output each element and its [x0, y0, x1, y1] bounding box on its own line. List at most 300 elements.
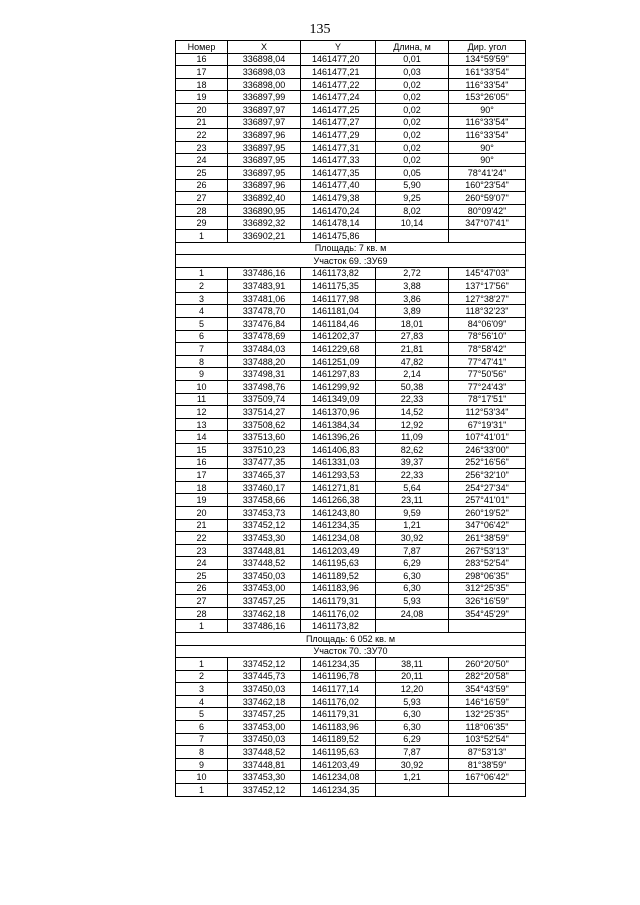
length-cell: 3,89: [376, 305, 449, 318]
angle-cell: 112°53'34": [449, 406, 526, 419]
y-coordinate-cell: 1461176,02: [301, 695, 376, 708]
angle-cell: 67°19'31": [449, 418, 526, 431]
y-coordinate-cell: 1461175,35: [301, 280, 376, 293]
length-cell: 0,02: [376, 78, 449, 91]
angle-cell: 256°32'10": [449, 469, 526, 482]
y-coordinate-cell: 1461470,24: [301, 204, 376, 217]
table-row: [176, 103, 526, 116]
point-number-cell: 13: [176, 418, 228, 431]
length-cell: [376, 784, 449, 797]
length-cell: 9,25: [376, 192, 449, 205]
x-coordinate-cell: 337452,12: [228, 784, 301, 797]
point-number-cell: 1: [176, 229, 228, 242]
y-coordinate-cell: 1461370,96: [301, 406, 376, 419]
y-coordinate-cell: 1461266,38: [301, 494, 376, 507]
angle-cell: [449, 620, 526, 633]
table-row: [176, 494, 526, 507]
table-row: [176, 53, 526, 66]
y-coordinate-cell: 1461179,31: [301, 708, 376, 721]
x-coordinate-cell: 337465,37: [228, 469, 301, 482]
table-row: [176, 544, 526, 557]
header-length: Длина, м: [376, 41, 449, 54]
angle-cell: 145°47'03": [449, 267, 526, 280]
area-row: [176, 632, 526, 645]
table-row: [176, 695, 526, 708]
point-number-cell: 1: [176, 267, 228, 280]
length-cell: 47,82: [376, 355, 449, 368]
angle-cell: 116°33'54": [449, 129, 526, 142]
table-row: [176, 318, 526, 331]
y-coordinate-cell: 1461477,20: [301, 53, 376, 66]
angle-cell: 77°24'43": [449, 381, 526, 394]
point-number-cell: 7: [176, 733, 228, 746]
angle-cell: 78°58'42": [449, 343, 526, 356]
y-coordinate-cell: 1461478,14: [301, 217, 376, 230]
y-coordinate-cell: 1461234,08: [301, 771, 376, 784]
point-number-cell: 28: [176, 204, 228, 217]
length-cell: 82,62: [376, 444, 449, 457]
angle-cell: 134°59'59": [449, 53, 526, 66]
point-number-cell: 5: [176, 318, 228, 331]
table-row: [176, 771, 526, 784]
table-row: [176, 78, 526, 91]
length-cell: 30,92: [376, 758, 449, 771]
table-row: [176, 229, 526, 242]
table-row: [176, 355, 526, 368]
x-coordinate-cell: 337509,74: [228, 393, 301, 406]
x-coordinate-cell: 337453,30: [228, 532, 301, 545]
point-number-cell: 14: [176, 431, 228, 444]
table-row: [176, 658, 526, 671]
angle-cell: 137°17'56": [449, 280, 526, 293]
table-row: [176, 456, 526, 469]
angle-cell: 78°41'24": [449, 166, 526, 179]
point-number-cell: 6: [176, 721, 228, 734]
table-row: [176, 418, 526, 431]
point-number-cell: 7: [176, 343, 228, 356]
angle-cell: [449, 784, 526, 797]
table-row: [176, 204, 526, 217]
x-coordinate-cell: 336898,03: [228, 66, 301, 79]
angle-cell: 103°52'54": [449, 733, 526, 746]
x-coordinate-cell: 337450,03: [228, 683, 301, 696]
x-coordinate-cell: 336897,95: [228, 166, 301, 179]
point-number-cell: 21: [176, 519, 228, 532]
length-cell: 2,72: [376, 267, 449, 280]
point-number-cell: 3: [176, 292, 228, 305]
x-coordinate-cell: 336897,96: [228, 129, 301, 142]
angle-cell: 90°: [449, 103, 526, 116]
length-cell: 5,93: [376, 695, 449, 708]
length-cell: 6,30: [376, 708, 449, 721]
area-total: Площадь: 7 кв. м: [176, 242, 526, 255]
x-coordinate-cell: 337484,03: [228, 343, 301, 356]
x-coordinate-cell: 337452,12: [228, 658, 301, 671]
length-cell: 5,93: [376, 595, 449, 608]
angle-cell: 260°19'52": [449, 506, 526, 519]
length-cell: 0,03: [376, 66, 449, 79]
angle-cell: 354°43'59": [449, 683, 526, 696]
y-coordinate-cell: 1461271,81: [301, 481, 376, 494]
table-row: [176, 607, 526, 620]
length-cell: 20,11: [376, 670, 449, 683]
y-coordinate-cell: 1461396,26: [301, 431, 376, 444]
angle-cell: 116°33'54": [449, 78, 526, 91]
point-number-cell: 3: [176, 683, 228, 696]
x-coordinate-cell: 337448,81: [228, 544, 301, 557]
x-coordinate-cell: 337462,18: [228, 607, 301, 620]
table-row: [176, 444, 526, 457]
table-row: [176, 431, 526, 444]
table-row: [176, 519, 526, 532]
table-row: [176, 381, 526, 394]
table-row: [176, 305, 526, 318]
point-number-cell: 18: [176, 78, 228, 91]
table-row: [176, 784, 526, 797]
point-number-cell: 1: [176, 658, 228, 671]
table-row: [176, 154, 526, 167]
y-coordinate-cell: 1461234,35: [301, 658, 376, 671]
y-coordinate-cell: 1461229,68: [301, 343, 376, 356]
point-number-cell: 27: [176, 595, 228, 608]
length-cell: 6,29: [376, 557, 449, 570]
y-coordinate-cell: 1461477,35: [301, 166, 376, 179]
angle-cell: 78°17'51": [449, 393, 526, 406]
y-coordinate-cell: 1461477,40: [301, 179, 376, 192]
y-coordinate-cell: 1461184,46: [301, 318, 376, 331]
x-coordinate-cell: 337513,60: [228, 431, 301, 444]
length-cell: 7,87: [376, 544, 449, 557]
plot-title: Участок 70. :ЗУ70: [176, 645, 526, 658]
table-row: [176, 532, 526, 545]
table-row: [176, 506, 526, 519]
x-coordinate-cell: 336892,32: [228, 217, 301, 230]
table-row: [176, 141, 526, 154]
y-coordinate-cell: 1461299,92: [301, 381, 376, 394]
table-row: [176, 683, 526, 696]
angle-cell: 298°06'35": [449, 569, 526, 582]
y-coordinate-cell: 1461203,49: [301, 544, 376, 557]
angle-cell: 347°07'41": [449, 217, 526, 230]
x-coordinate-cell: 337448,52: [228, 746, 301, 759]
x-coordinate-cell: 337498,31: [228, 368, 301, 381]
y-coordinate-cell: 1461203,49: [301, 758, 376, 771]
angle-cell: 160°23'54": [449, 179, 526, 192]
x-coordinate-cell: 337478,70: [228, 305, 301, 318]
y-coordinate-cell: 1461479,38: [301, 192, 376, 205]
y-coordinate-cell: 1461234,35: [301, 784, 376, 797]
table-row: [176, 620, 526, 633]
table-row: [176, 129, 526, 142]
length-cell: 27,83: [376, 330, 449, 343]
table-row: [176, 292, 526, 305]
length-cell: 50,38: [376, 381, 449, 394]
length-cell: 18,01: [376, 318, 449, 331]
length-cell: 21,81: [376, 343, 449, 356]
length-cell: 12,20: [376, 683, 449, 696]
y-coordinate-cell: 1461195,63: [301, 746, 376, 759]
table-row: [176, 569, 526, 582]
y-coordinate-cell: 1461176,02: [301, 607, 376, 620]
table-row: [176, 670, 526, 683]
x-coordinate-cell: 336902,21: [228, 229, 301, 242]
y-coordinate-cell: 1461179,31: [301, 595, 376, 608]
angle-cell: 267°53'13": [449, 544, 526, 557]
table-row: [176, 595, 526, 608]
angle-cell: 84°06'09": [449, 318, 526, 331]
x-coordinate-cell: 336897,99: [228, 91, 301, 104]
x-coordinate-cell: 337478,69: [228, 330, 301, 343]
angle-cell: 326°16'59": [449, 595, 526, 608]
point-number-cell: 23: [176, 544, 228, 557]
table-row: [176, 166, 526, 179]
length-cell: 1,21: [376, 519, 449, 532]
length-cell: 0,02: [376, 91, 449, 104]
angle-cell: 81°38'59": [449, 758, 526, 771]
x-coordinate-cell: 337453,00: [228, 582, 301, 595]
y-coordinate-cell: 1461181,04: [301, 305, 376, 318]
table-row: [176, 582, 526, 595]
x-coordinate-cell: 337453,73: [228, 506, 301, 519]
x-coordinate-cell: 337453,00: [228, 721, 301, 734]
angle-cell: 282°20'58": [449, 670, 526, 683]
table-row: [176, 330, 526, 343]
point-number-cell: 23: [176, 141, 228, 154]
table-row: [176, 280, 526, 293]
angle-cell: 261°38'59": [449, 532, 526, 545]
length-cell: 14,52: [376, 406, 449, 419]
y-coordinate-cell: 1461477,25: [301, 103, 376, 116]
length-cell: 2,14: [376, 368, 449, 381]
table-row: [176, 267, 526, 280]
angle-cell: 153°26'05": [449, 91, 526, 104]
angle-cell: 260°59'07": [449, 192, 526, 205]
angle-cell: 127°38'27": [449, 292, 526, 305]
length-cell: 7,87: [376, 746, 449, 759]
x-coordinate-cell: 337486,16: [228, 620, 301, 633]
length-cell: 39,37: [376, 456, 449, 469]
x-coordinate-cell: 337486,16: [228, 267, 301, 280]
angle-cell: 254°27'34": [449, 481, 526, 494]
point-number-cell: 22: [176, 532, 228, 545]
point-number-cell: 15: [176, 444, 228, 457]
y-coordinate-cell: 1461477,29: [301, 129, 376, 142]
y-coordinate-cell: 1461177,14: [301, 683, 376, 696]
x-coordinate-cell: 337498,76: [228, 381, 301, 394]
table-row: [176, 116, 526, 129]
table-row: [176, 406, 526, 419]
length-cell: 9,59: [376, 506, 449, 519]
plot-title-row: [176, 645, 526, 658]
angle-cell: 246°33'00": [449, 444, 526, 457]
length-cell: 0,01: [376, 53, 449, 66]
plot-title-row: [176, 255, 526, 268]
point-number-cell: 16: [176, 53, 228, 66]
angle-cell: [449, 229, 526, 242]
point-number-cell: 24: [176, 557, 228, 570]
x-coordinate-cell: 337448,52: [228, 557, 301, 570]
y-coordinate-cell: 1461243,80: [301, 506, 376, 519]
point-number-cell: 10: [176, 771, 228, 784]
length-cell: 8,02: [376, 204, 449, 217]
length-cell: 10,14: [376, 217, 449, 230]
length-cell: 0,02: [376, 116, 449, 129]
length-cell: 0,02: [376, 103, 449, 116]
x-coordinate-cell: 336898,00: [228, 78, 301, 91]
table-row: [176, 66, 526, 79]
x-coordinate-cell: 336897,97: [228, 116, 301, 129]
angle-cell: 283°52'54": [449, 557, 526, 570]
length-cell: 11,09: [376, 431, 449, 444]
length-cell: 22,33: [376, 469, 449, 482]
table-row: [176, 746, 526, 759]
length-cell: 5,64: [376, 481, 449, 494]
x-coordinate-cell: 336890,95: [228, 204, 301, 217]
length-cell: 0,05: [376, 166, 449, 179]
length-cell: 3,86: [376, 292, 449, 305]
table-row: [176, 368, 526, 381]
length-cell: 6,30: [376, 582, 449, 595]
point-number-cell: 19: [176, 91, 228, 104]
angle-cell: 77°47'41": [449, 355, 526, 368]
x-coordinate-cell: 337448,81: [228, 758, 301, 771]
x-coordinate-cell: 337450,03: [228, 733, 301, 746]
point-number-cell: 26: [176, 582, 228, 595]
header-y: Y: [301, 41, 376, 54]
y-coordinate-cell: 1461189,52: [301, 733, 376, 746]
length-cell: 6,30: [376, 569, 449, 582]
x-coordinate-cell: 337510,23: [228, 444, 301, 457]
table-row: [176, 708, 526, 721]
header-x: X: [228, 41, 301, 54]
length-cell: 38,11: [376, 658, 449, 671]
length-cell: 0,02: [376, 154, 449, 167]
y-coordinate-cell: 1461297,83: [301, 368, 376, 381]
x-coordinate-cell: 337457,25: [228, 708, 301, 721]
length-cell: 1,21: [376, 771, 449, 784]
header-angle: Дир. угол: [449, 41, 526, 54]
length-cell: 30,92: [376, 532, 449, 545]
y-coordinate-cell: 1461234,08: [301, 532, 376, 545]
table-row: [176, 91, 526, 104]
x-coordinate-cell: 337508,62: [228, 418, 301, 431]
table-row: [176, 393, 526, 406]
angle-cell: 118°32'23": [449, 305, 526, 318]
point-number-cell: 9: [176, 368, 228, 381]
header-number: Номер: [176, 41, 228, 54]
y-coordinate-cell: 1461349,09: [301, 393, 376, 406]
length-cell: 6,30: [376, 721, 449, 734]
table-row: [176, 217, 526, 230]
table-body: [176, 53, 526, 796]
length-cell: 3,88: [376, 280, 449, 293]
angle-cell: 77°50'56": [449, 368, 526, 381]
y-coordinate-cell: 1461195,63: [301, 557, 376, 570]
y-coordinate-cell: 1461477,31: [301, 141, 376, 154]
y-coordinate-cell: 1461173,82: [301, 267, 376, 280]
point-number-cell: 9: [176, 758, 228, 771]
y-coordinate-cell: 1461189,52: [301, 569, 376, 582]
y-coordinate-cell: 1461475,86: [301, 229, 376, 242]
y-coordinate-cell: 1461251,09: [301, 355, 376, 368]
angle-cell: 167°06'42": [449, 771, 526, 784]
point-number-cell: 26: [176, 179, 228, 192]
plot-title: Участок 69. :ЗУ69: [176, 255, 526, 268]
point-number-cell: 22: [176, 129, 228, 142]
y-coordinate-cell: 1461293,53: [301, 469, 376, 482]
y-coordinate-cell: 1461196,78: [301, 670, 376, 683]
table-row: [176, 343, 526, 356]
angle-cell: 161°33'54": [449, 66, 526, 79]
length-cell: 0,02: [376, 141, 449, 154]
angle-cell: 257°41'01": [449, 494, 526, 507]
angle-cell: 107°41'01": [449, 431, 526, 444]
x-coordinate-cell: 337460,17: [228, 481, 301, 494]
angle-cell: 87°53'13": [449, 746, 526, 759]
x-coordinate-cell: 337450,03: [228, 569, 301, 582]
point-number-cell: 16: [176, 456, 228, 469]
y-coordinate-cell: 1461183,96: [301, 721, 376, 734]
x-coordinate-cell: 337445,73: [228, 670, 301, 683]
y-coordinate-cell: 1461477,33: [301, 154, 376, 167]
point-number-cell: 21: [176, 116, 228, 129]
angle-cell: 312°25'35": [449, 582, 526, 595]
point-number-cell: 2: [176, 280, 228, 293]
point-number-cell: 5: [176, 708, 228, 721]
point-number-cell: 2: [176, 670, 228, 683]
point-number-cell: 19: [176, 494, 228, 507]
y-coordinate-cell: 1461477,24: [301, 91, 376, 104]
point-number-cell: 1: [176, 620, 228, 633]
table-row: [176, 469, 526, 482]
x-coordinate-cell: 337453,30: [228, 771, 301, 784]
point-number-cell: 8: [176, 355, 228, 368]
point-number-cell: 17: [176, 66, 228, 79]
x-coordinate-cell: 336897,95: [228, 141, 301, 154]
y-coordinate-cell: 1461183,96: [301, 582, 376, 595]
x-coordinate-cell: 337457,25: [228, 595, 301, 608]
point-number-cell: 28: [176, 607, 228, 620]
y-coordinate-cell: 1461384,34: [301, 418, 376, 431]
table-header-row: [176, 41, 526, 54]
length-cell: [376, 229, 449, 242]
point-number-cell: 4: [176, 305, 228, 318]
angle-cell: 252°16'56": [449, 456, 526, 469]
angle-cell: 90°: [449, 141, 526, 154]
y-coordinate-cell: 1461234,35: [301, 519, 376, 532]
point-number-cell: 10: [176, 381, 228, 394]
angle-cell: 354°45'29": [449, 607, 526, 620]
point-number-cell: 25: [176, 166, 228, 179]
length-cell: 6,29: [376, 733, 449, 746]
point-number-cell: 17: [176, 469, 228, 482]
table-row: [176, 481, 526, 494]
coordinates-table: [175, 40, 526, 797]
point-number-cell: 25: [176, 569, 228, 582]
length-cell: 22,33: [376, 393, 449, 406]
page-number: 135: [309, 22, 331, 37]
area-total: Площадь: 6 052 кв. м: [176, 632, 526, 645]
angle-cell: 90°: [449, 154, 526, 167]
point-number-cell: 12: [176, 406, 228, 419]
x-coordinate-cell: 337514,27: [228, 406, 301, 419]
x-coordinate-cell: 336897,95: [228, 154, 301, 167]
angle-cell: 80°09'42": [449, 204, 526, 217]
y-coordinate-cell: 1461477,27: [301, 116, 376, 129]
angle-cell: 146°16'59": [449, 695, 526, 708]
area-row: [176, 242, 526, 255]
y-coordinate-cell: 1461173,82: [301, 620, 376, 633]
